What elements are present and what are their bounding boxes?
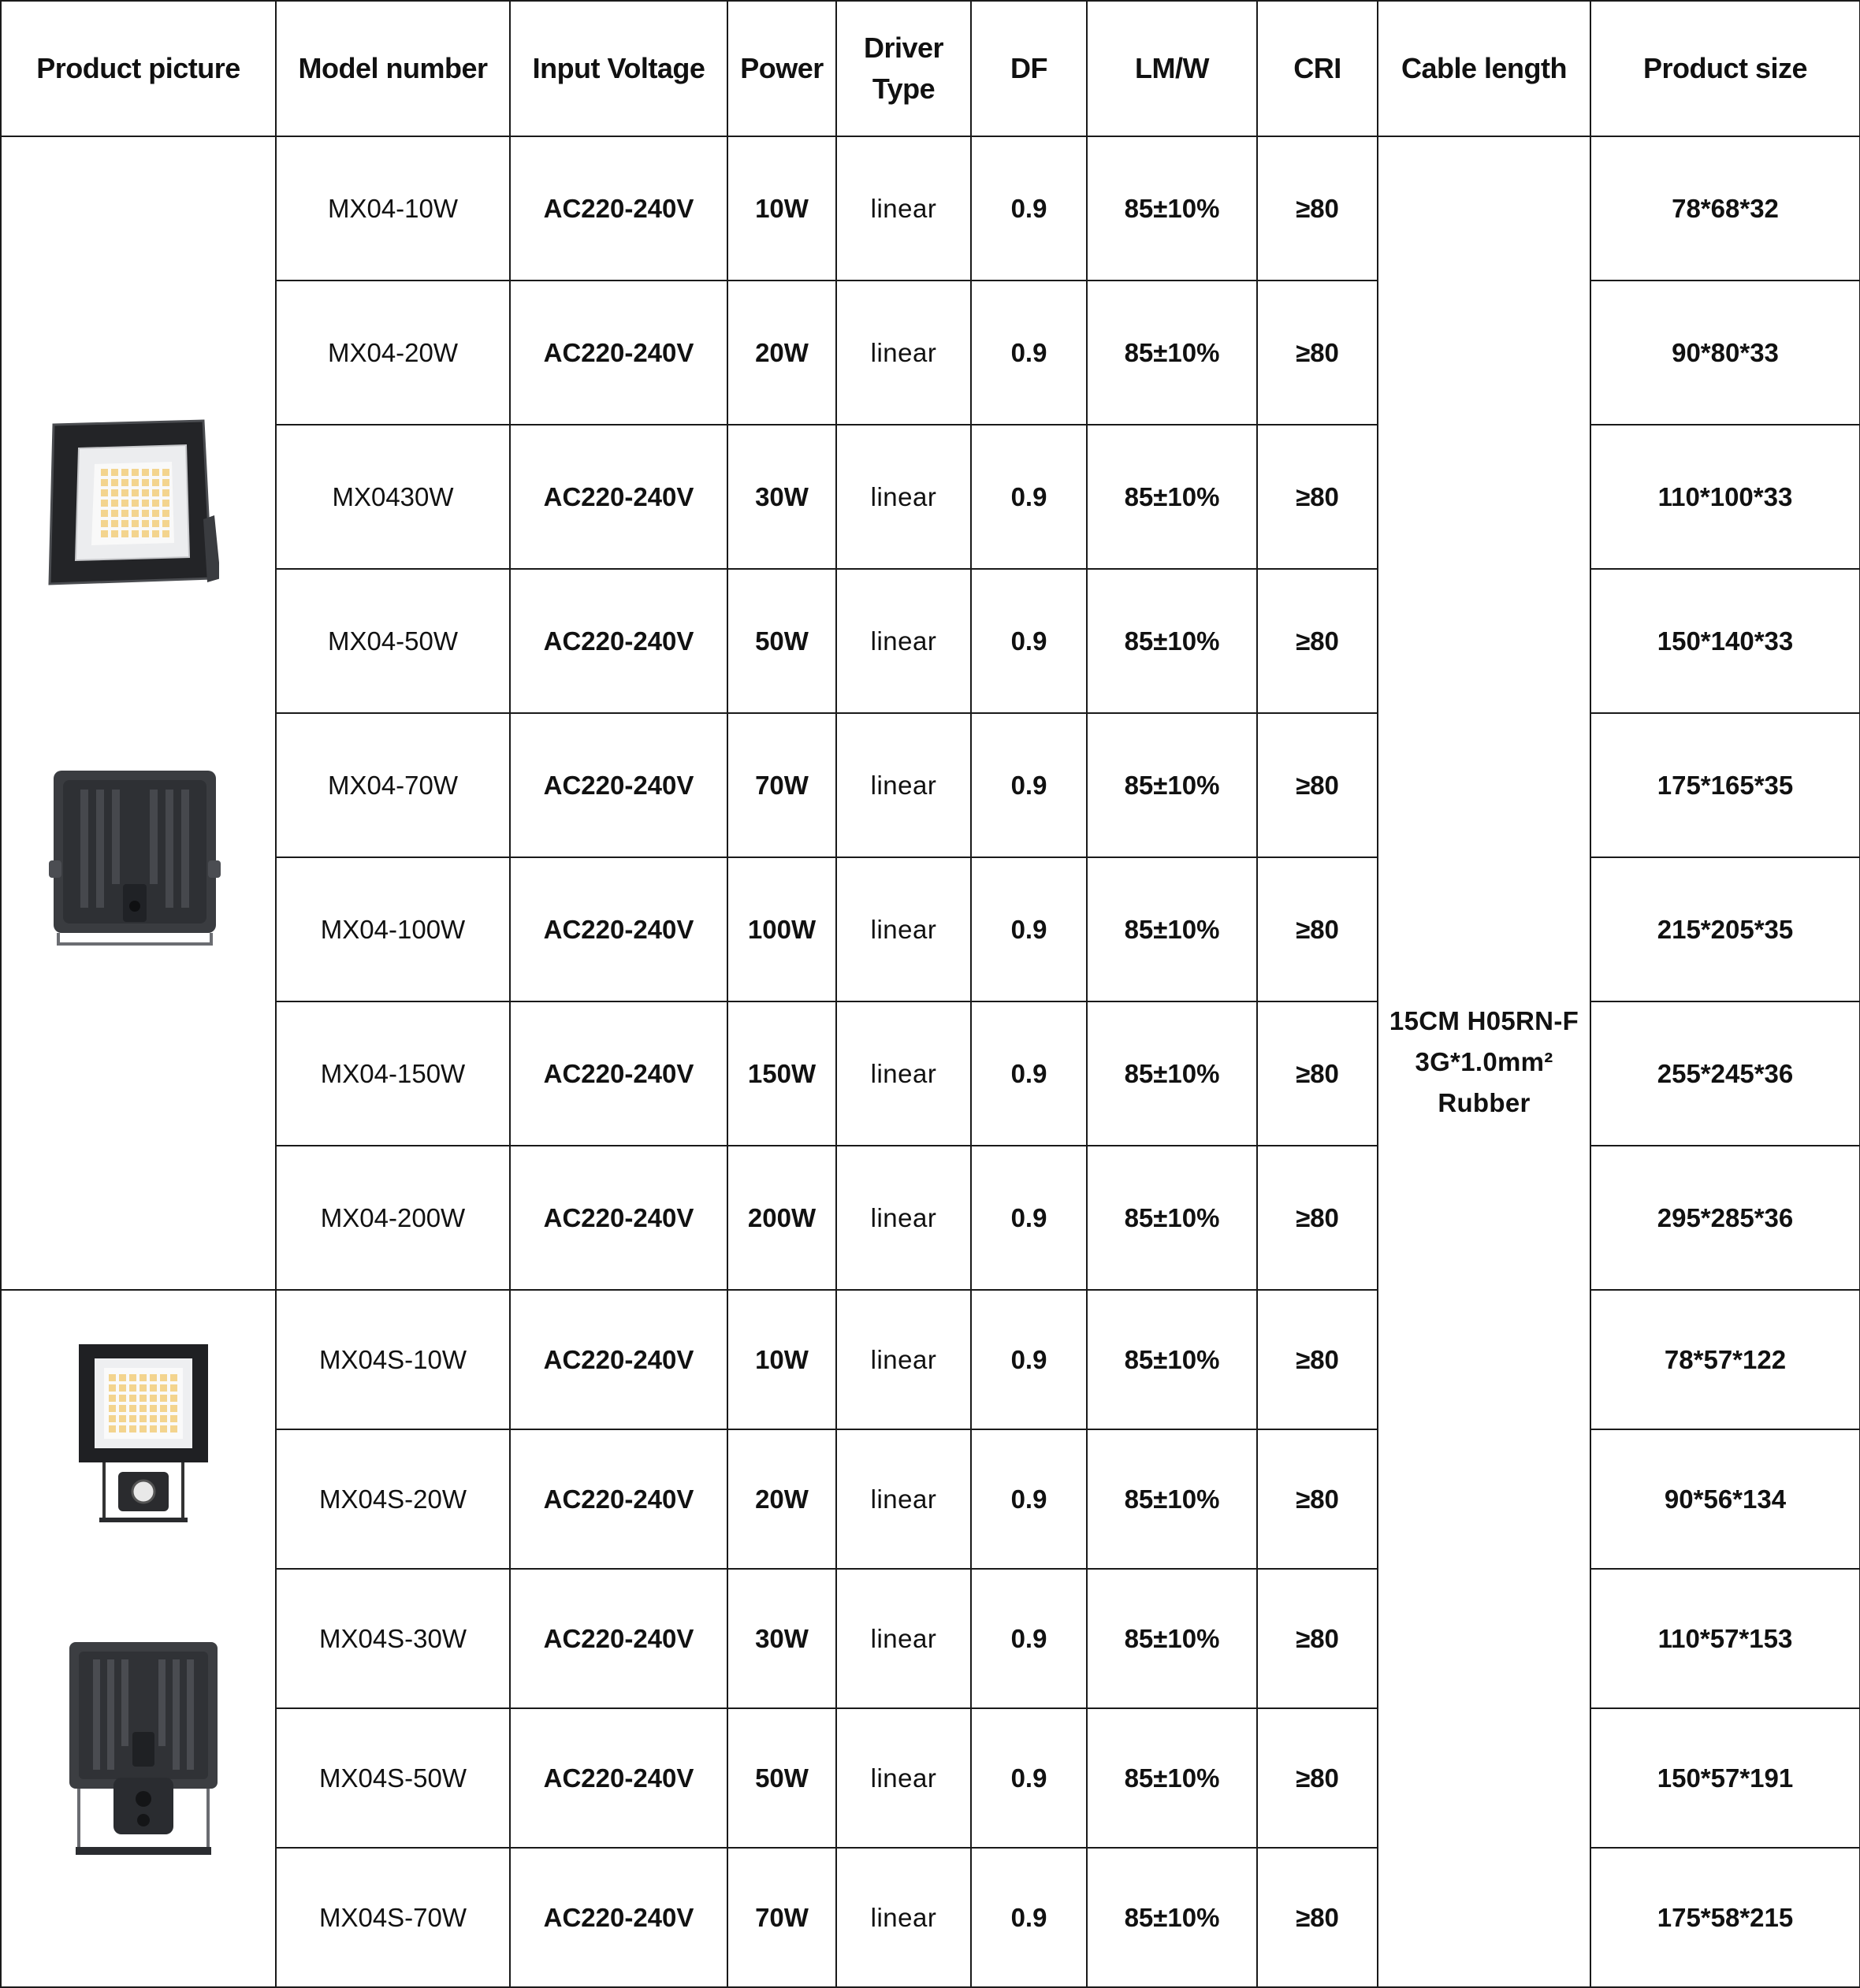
cell-input-voltage: AC220-240V bbox=[510, 425, 727, 569]
cell-cri: ≥80 bbox=[1257, 1708, 1378, 1848]
cell-cri: ≥80 bbox=[1257, 1848, 1378, 1987]
cell-driver-type: linear bbox=[836, 1146, 971, 1290]
header-cri: CRI bbox=[1257, 1, 1378, 136]
cell-product-size: 90*56*134 bbox=[1590, 1429, 1860, 1569]
cell-cri: ≥80 bbox=[1257, 281, 1378, 425]
cell-driver-type: linear bbox=[836, 1290, 971, 1429]
cell-input-voltage: AC220-240V bbox=[510, 1848, 727, 1987]
cell-power: 200W bbox=[727, 1146, 836, 1290]
cell-df: 0.9 bbox=[971, 1429, 1087, 1569]
cell-input-voltage: AC220-240V bbox=[510, 281, 727, 425]
cell-input-voltage: AC220-240V bbox=[510, 857, 727, 1001]
cable-line2: 3G*1.0mm² bbox=[1415, 1046, 1553, 1076]
header-driver-type bbox=[836, 1, 971, 136]
cell-product-size: 110*100*33 bbox=[1590, 425, 1860, 569]
cable-line3: Rubber bbox=[1438, 1087, 1531, 1117]
cell-cri: ≥80 bbox=[1257, 136, 1378, 281]
cell-input-voltage: AC220-240V bbox=[510, 1708, 727, 1848]
cell-df: 0.9 bbox=[971, 1848, 1087, 1987]
cell-driver-type: linear bbox=[836, 281, 971, 425]
cell-df: 0.9 bbox=[971, 1001, 1087, 1146]
cell-power: 10W bbox=[727, 136, 836, 281]
header-product-picture: Product picture bbox=[1, 1, 276, 136]
cell-lmw: 85±10% bbox=[1087, 425, 1257, 569]
cell-df: 0.9 bbox=[971, 1146, 1087, 1290]
cell-input-voltage: AC220-240V bbox=[510, 1001, 727, 1146]
cell-lmw: 85±10% bbox=[1087, 281, 1257, 425]
cable-line1: 15CM H05RN-F bbox=[1389, 1005, 1579, 1035]
cell-product-size: 295*285*36 bbox=[1590, 1146, 1860, 1290]
cell-cri: ≥80 bbox=[1257, 425, 1378, 569]
cell-model: MX04S-50W bbox=[276, 1708, 510, 1848]
cell-input-voltage: AC220-240V bbox=[510, 1290, 727, 1429]
cell-driver-type: linear bbox=[836, 569, 971, 713]
cell-model: MX04-20W bbox=[276, 281, 510, 425]
cell-model: MX04S-30W bbox=[276, 1569, 510, 1708]
cell-cri: ≥80 bbox=[1257, 1001, 1378, 1146]
cell-driver-type: linear bbox=[836, 713, 971, 857]
cell-lmw: 85±10% bbox=[1087, 1848, 1257, 1987]
cell-df: 0.9 bbox=[971, 425, 1087, 569]
cell-lmw: 85±10% bbox=[1087, 1146, 1257, 1290]
cell-model: MX04-200W bbox=[276, 1146, 510, 1290]
cell-model: MX04S-20W bbox=[276, 1429, 510, 1569]
cell-lmw: 85±10% bbox=[1087, 1429, 1257, 1569]
cell-model: MX04-50W bbox=[276, 569, 510, 713]
cell-product-size: 90*80*33 bbox=[1590, 281, 1860, 425]
cell-lmw: 85±10% bbox=[1087, 136, 1257, 281]
cell-driver-type: linear bbox=[836, 425, 971, 569]
cell-cri: ≥80 bbox=[1257, 857, 1378, 1001]
cell-model: MX04S-10W bbox=[276, 1290, 510, 1429]
cell-df: 0.9 bbox=[971, 1708, 1087, 1848]
cell-power: 20W bbox=[727, 281, 836, 425]
cell-power: 30W bbox=[727, 425, 836, 569]
cell-driver-type: linear bbox=[836, 1848, 971, 1987]
cell-model: MX04S-70W bbox=[276, 1848, 510, 1987]
header-df: DF bbox=[971, 1, 1087, 136]
cell-input-voltage: AC220-240V bbox=[510, 1429, 727, 1569]
cell-df: 0.9 bbox=[971, 281, 1087, 425]
cell-product-size: 175*58*215 bbox=[1590, 1848, 1860, 1987]
cell-cri: ≥80 bbox=[1257, 569, 1378, 713]
header-driver-line2: Type bbox=[872, 72, 936, 105]
cell-product-size: 255*245*36 bbox=[1590, 1001, 1860, 1146]
cell-lmw: 85±10% bbox=[1087, 1290, 1257, 1429]
cell-model: MX04-10W bbox=[276, 136, 510, 281]
cell-lmw: 85±10% bbox=[1087, 713, 1257, 857]
sensor-floodlight-back-icon bbox=[65, 1637, 222, 1858]
cell-model: MX04-150W bbox=[276, 1001, 510, 1146]
cell-product-size: 78*57*122 bbox=[1590, 1290, 1860, 1429]
cell-driver-type: linear bbox=[836, 1001, 971, 1146]
cell-df: 0.9 bbox=[971, 1290, 1087, 1429]
cell-cri: ≥80 bbox=[1257, 1146, 1378, 1290]
cell-power: 50W bbox=[727, 569, 836, 713]
floodlight-back-icon bbox=[49, 766, 221, 955]
cell-cri: ≥80 bbox=[1257, 1429, 1378, 1569]
cell-product-size: 78*68*32 bbox=[1590, 136, 1860, 281]
header-lmw: LM/W bbox=[1087, 1, 1257, 136]
cell-lmw: 85±10% bbox=[1087, 1001, 1257, 1146]
cell-input-voltage: AC220-240V bbox=[510, 1569, 727, 1708]
cell-driver-type: linear bbox=[836, 857, 971, 1001]
cell-model: MX0430W bbox=[276, 425, 510, 569]
cell-cable-length bbox=[1378, 136, 1590, 1987]
cell-driver-type: linear bbox=[836, 1569, 971, 1708]
header-power: Power bbox=[727, 1, 836, 136]
cell-df: 0.9 bbox=[971, 136, 1087, 281]
cell-cri: ≥80 bbox=[1257, 1569, 1378, 1708]
cell-product-size: 175*165*35 bbox=[1590, 713, 1860, 857]
sensor-floodlight-front-icon bbox=[73, 1340, 214, 1529]
cell-df: 0.9 bbox=[971, 713, 1087, 857]
product-picture-cell-mx04s bbox=[1, 1290, 276, 1987]
cell-lmw: 85±10% bbox=[1087, 569, 1257, 713]
cell-lmw: 85±10% bbox=[1087, 1708, 1257, 1848]
cell-input-voltage: AC220-240V bbox=[510, 569, 727, 713]
cell-driver-type: linear bbox=[836, 136, 971, 281]
cell-product-size: 150*57*191 bbox=[1590, 1708, 1860, 1848]
product-picture-cell-mx04 bbox=[1, 136, 276, 1290]
cell-power: 70W bbox=[727, 1848, 836, 1987]
cell-input-voltage: AC220-240V bbox=[510, 136, 727, 281]
table-row bbox=[1, 136, 1860, 281]
cell-power: 20W bbox=[727, 1429, 836, 1569]
header-model-number: Model number bbox=[276, 1, 510, 136]
cell-driver-type: linear bbox=[836, 1708, 971, 1848]
cell-df: 0.9 bbox=[971, 569, 1087, 713]
cell-cri: ≥80 bbox=[1257, 713, 1378, 857]
cell-power: 150W bbox=[727, 1001, 836, 1146]
header-product-size: Product size bbox=[1590, 1, 1860, 136]
cell-power: 30W bbox=[727, 1569, 836, 1708]
cell-model: MX04-100W bbox=[276, 857, 510, 1001]
cell-power: 70W bbox=[727, 713, 836, 857]
cell-product-size: 110*57*153 bbox=[1590, 1569, 1860, 1708]
floodlight-front-icon bbox=[46, 417, 219, 598]
header-cable-length: Cable length bbox=[1378, 1, 1590, 136]
cell-cri: ≥80 bbox=[1257, 1290, 1378, 1429]
cell-product-size: 150*140*33 bbox=[1590, 569, 1860, 713]
cell-power: 50W bbox=[727, 1708, 836, 1848]
cell-power: 100W bbox=[727, 857, 836, 1001]
cell-lmw: 85±10% bbox=[1087, 1569, 1257, 1708]
header-driver-line1: Driver bbox=[863, 32, 944, 64]
cell-power: 10W bbox=[727, 1290, 836, 1429]
header-row bbox=[1, 1, 1860, 136]
cell-model: MX04-70W bbox=[276, 713, 510, 857]
cell-driver-type: linear bbox=[836, 1429, 971, 1569]
cell-lmw: 85±10% bbox=[1087, 857, 1257, 1001]
cell-input-voltage: AC220-240V bbox=[510, 713, 727, 857]
cell-df: 0.9 bbox=[971, 857, 1087, 1001]
cell-df: 0.9 bbox=[971, 1569, 1087, 1708]
header-input-voltage: Input Voltage bbox=[510, 1, 727, 136]
cell-input-voltage: AC220-240V bbox=[510, 1146, 727, 1290]
cell-product-size: 215*205*35 bbox=[1590, 857, 1860, 1001]
